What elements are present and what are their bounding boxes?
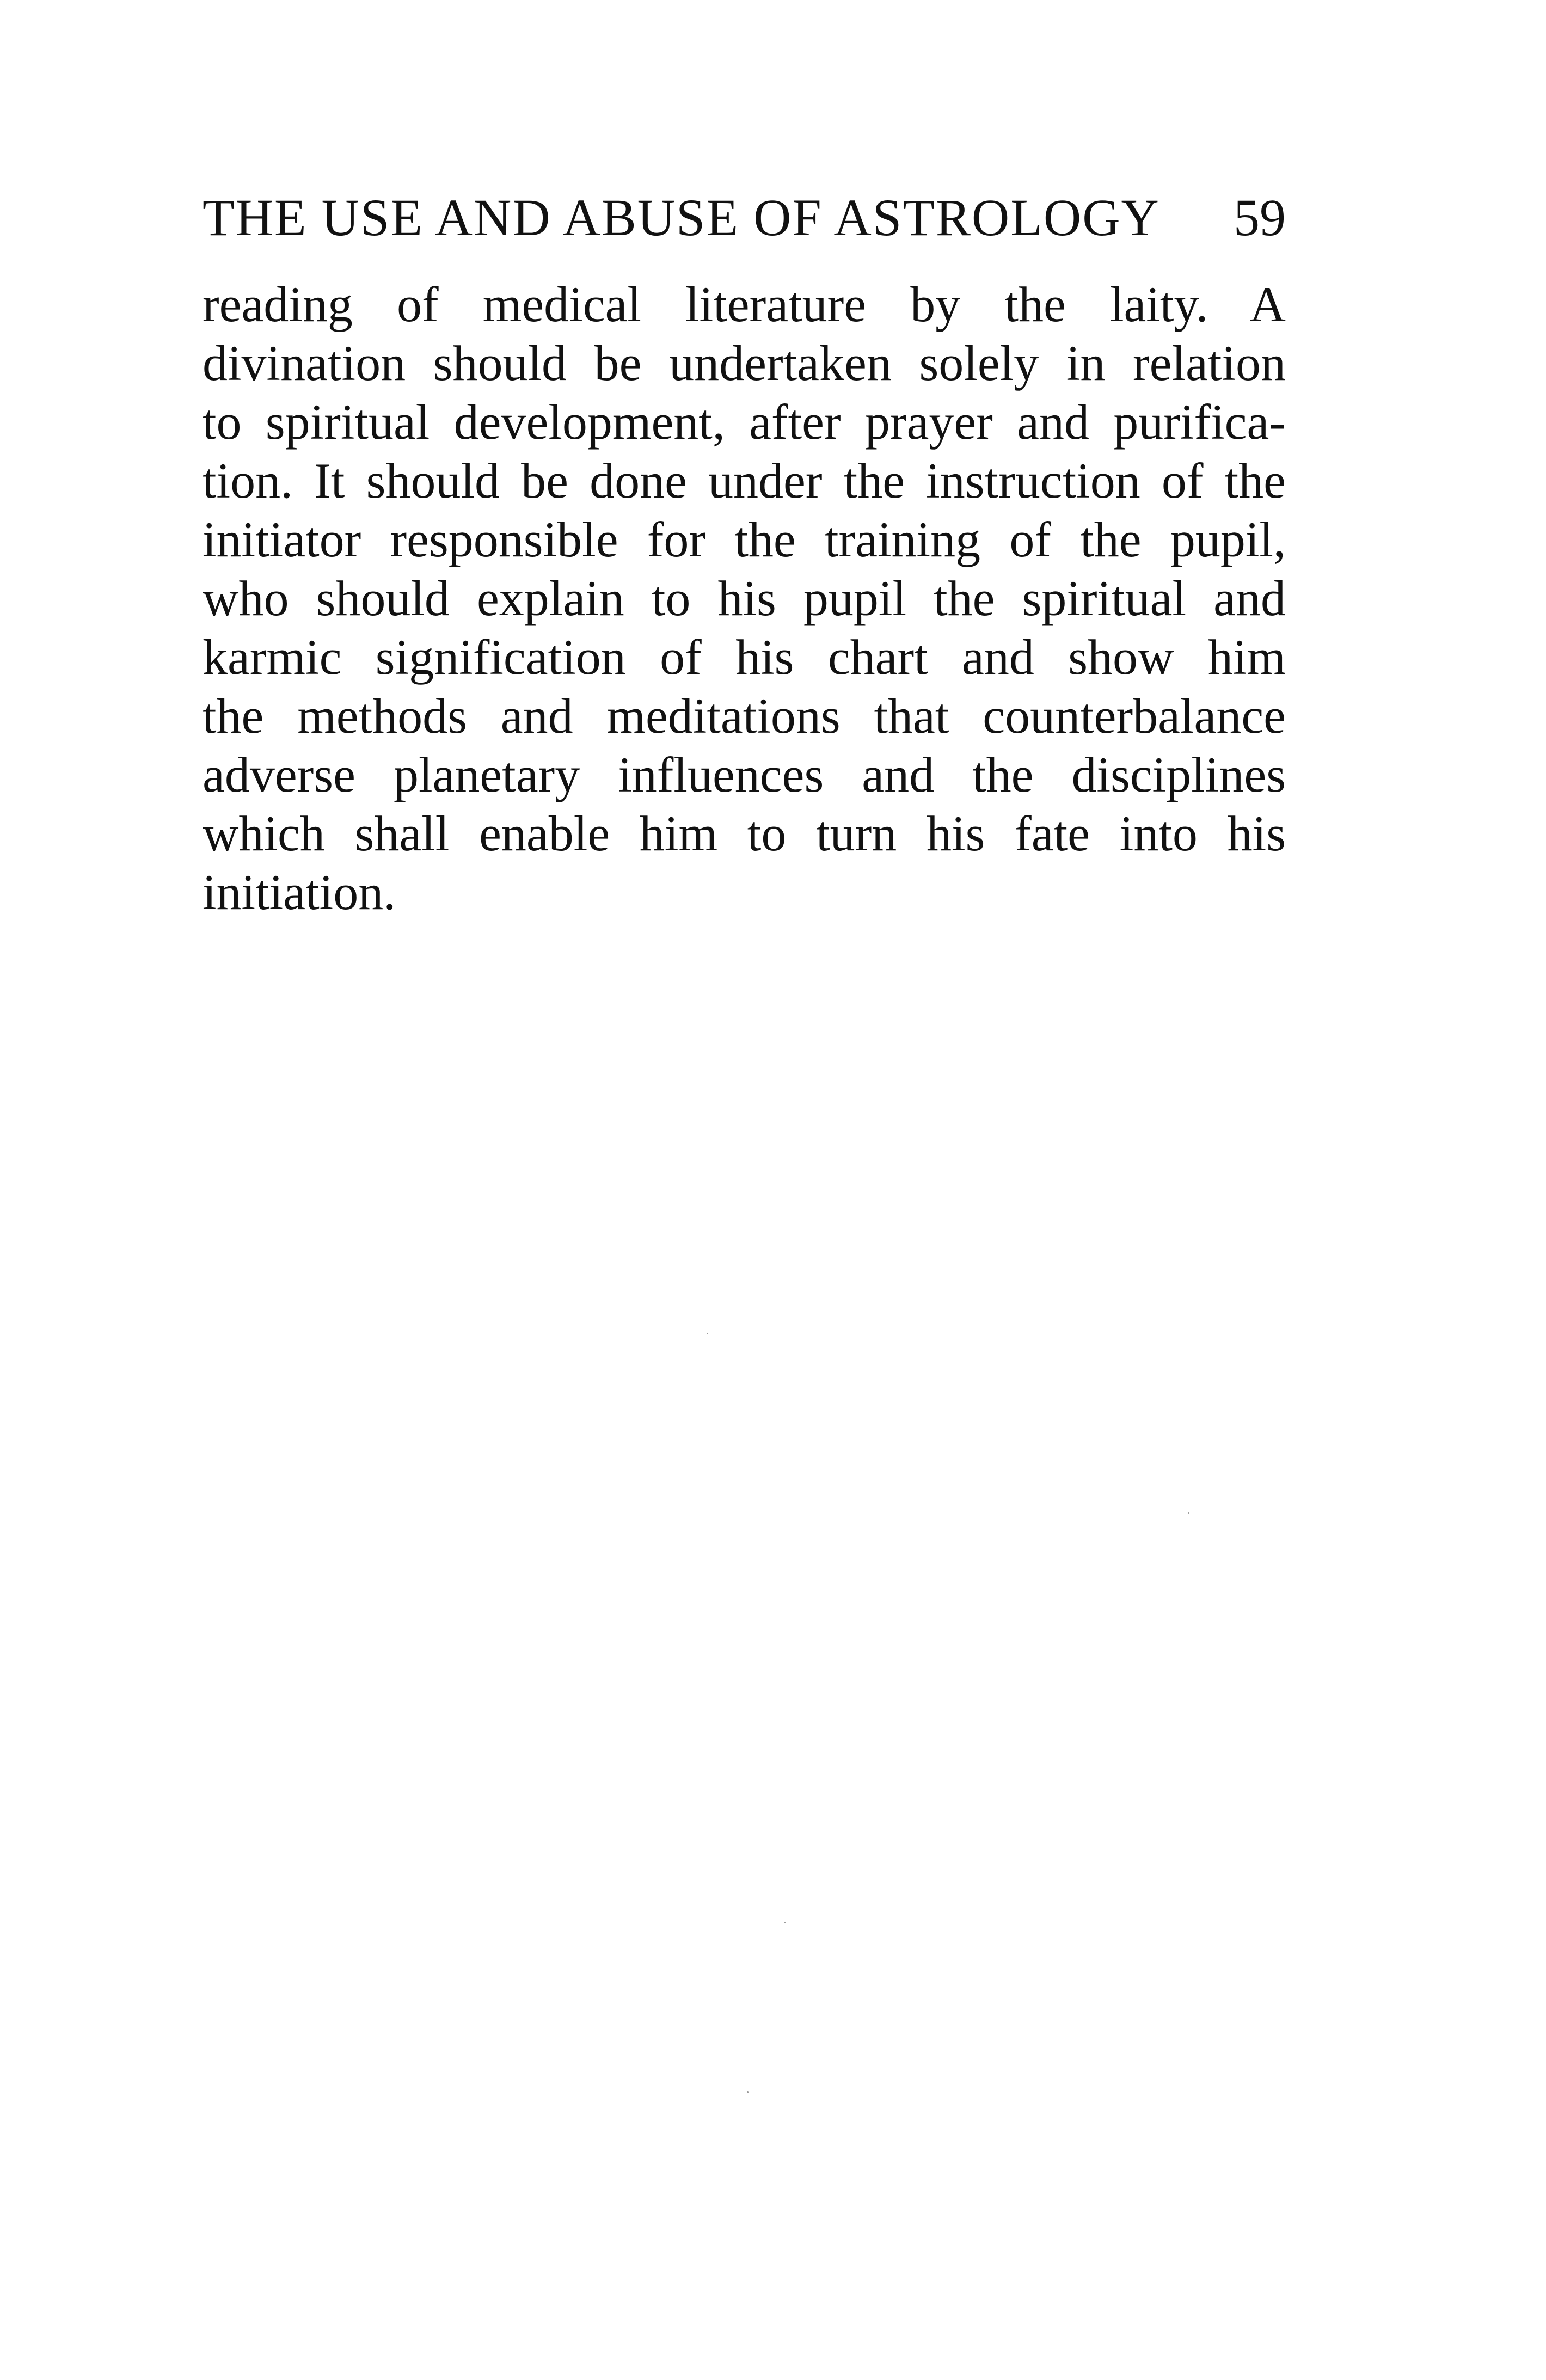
scan-speck	[1188, 1512, 1189, 1514]
text-line: the methods and meditations that counterbalance	[203, 688, 1286, 744]
text-line: initiator responsible for the training of the pupil,	[203, 512, 1286, 567]
running-head	[203, 187, 1286, 253]
text-line: who should explain to his pupil the spiritual and	[203, 571, 1286, 626]
running-title: THE USE AND ABUSE OF ASTROLOGY	[203, 188, 1160, 247]
text-line: initiation.	[203, 864, 396, 920]
text-line: adverse planetary influences and the disciplines	[203, 747, 1286, 802]
text-line: reading of medical literature by the laity. A	[203, 277, 1286, 332]
body-paragraph	[203, 275, 1286, 922]
page-number: 59	[1234, 188, 1286, 247]
scan-speck	[707, 1333, 708, 1334]
scan-speck	[784, 1922, 786, 1923]
text-line: karmic signification of his chart and show him	[203, 629, 1286, 685]
text-line: which shall enable him to turn his fate into his	[203, 806, 1286, 861]
text-line: divination should be undertaken solely in relation	[203, 335, 1286, 391]
text-line: to spiritual development, after prayer and purifica-	[203, 394, 1286, 450]
scan-speck	[747, 2091, 749, 2093]
text-line: tion. It should be done under the instruction of the	[203, 453, 1286, 508]
